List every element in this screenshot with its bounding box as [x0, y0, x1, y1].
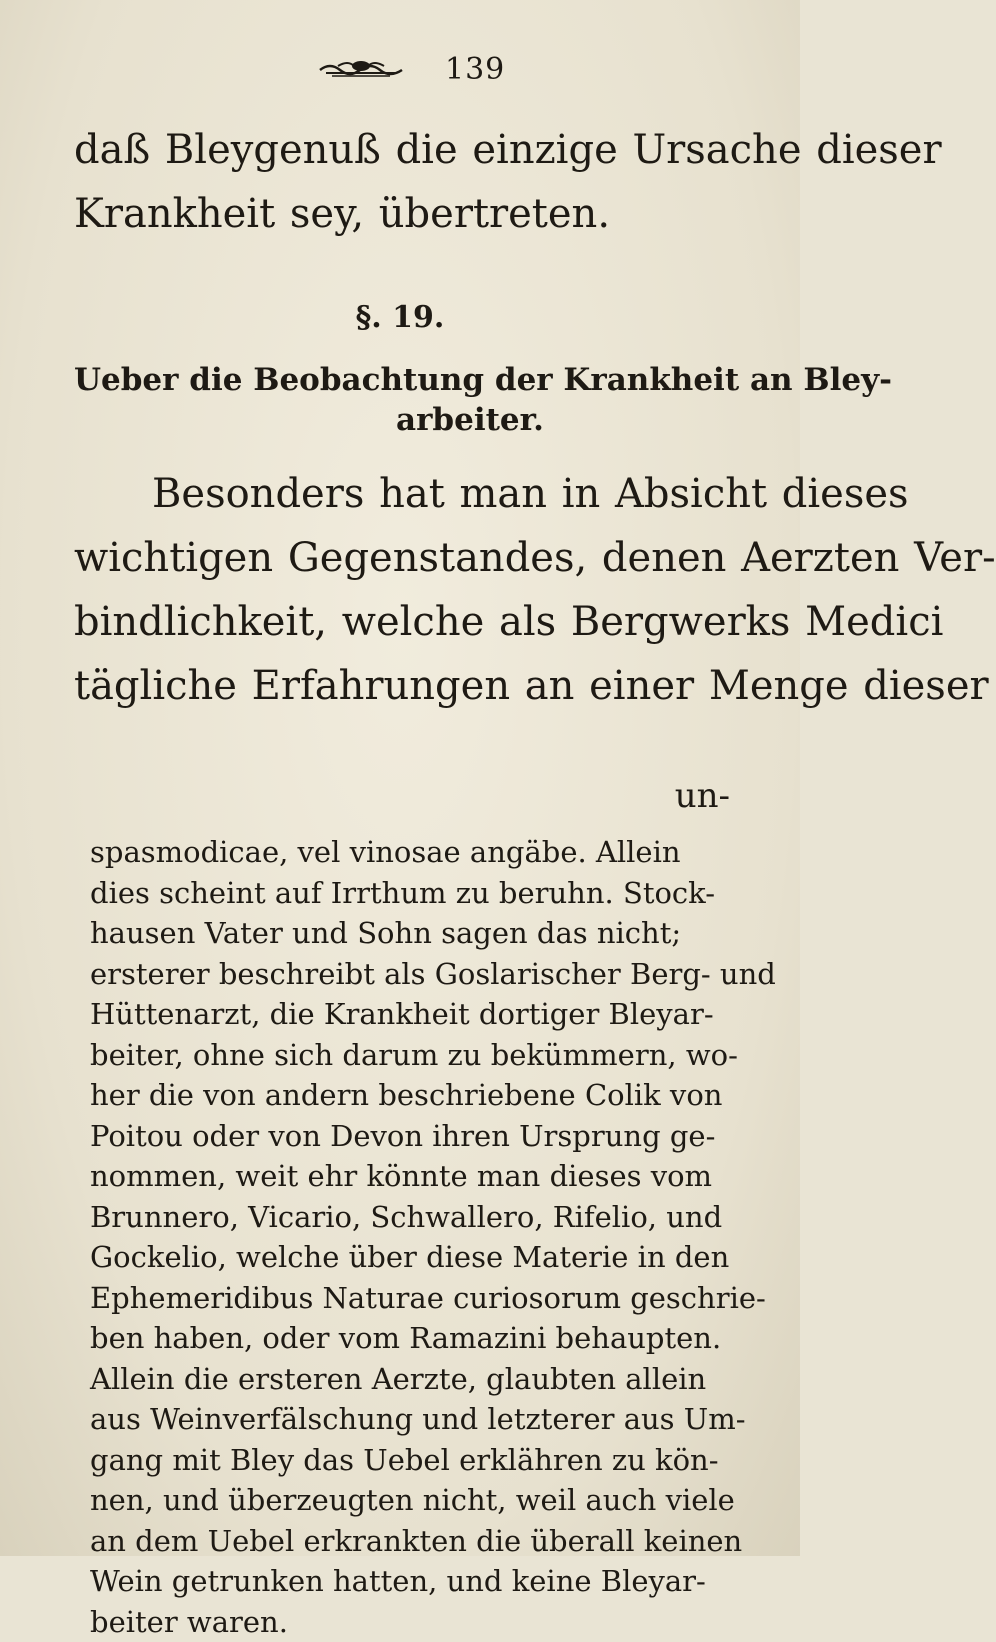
- footnote: [90, 832, 730, 1642]
- footnote-line: dies scheint auf Irrthum zu beruhn. Stock-: [90, 873, 730, 914]
- text-line: tägliche Erfahrungen an einer Menge dieser: [74, 654, 734, 718]
- catchword: un-: [0, 776, 730, 816]
- text-line: Besonders hat man in Absicht dieses: [74, 462, 734, 526]
- footnote-line: aus Weinverfälschung und letzterer aus Um-: [90, 1399, 730, 1440]
- footnote-line: ersterer beschreibt als Goslarischer Berg- und: [90, 954, 730, 995]
- footnote-line: her die von andern beschriebene Colik von: [90, 1075, 730, 1116]
- paragraph: [74, 462, 734, 718]
- footnote-line: nommen, weit ehr könnte man dieses vom: [90, 1156, 730, 1197]
- footnote-line: nen, und überzeugten nicht, weil auch viele: [90, 1480, 730, 1521]
- footnote-line: Hüttenarzt, die Krankheit dortiger Bleyar-: [90, 994, 730, 1035]
- footnote-line: Gockelio, welche über diese Materie in den: [90, 1237, 730, 1278]
- footnote-line: beiter, ohne sich darum zu bekümmern, wo-: [90, 1035, 730, 1076]
- footnote-line: Brunnero, Vicario, Schwallero, Rifelio, und: [90, 1197, 730, 1238]
- text-line: Krankheit sey, übertreten.: [74, 182, 734, 246]
- page-number: 139: [445, 52, 505, 87]
- footnote-line: ben haben, oder vom Ramazini behaupten.: [90, 1318, 730, 1359]
- footnote-line: Ephemeridibus Naturae curiosorum geschrie-: [90, 1278, 730, 1319]
- footnote-line: Allein die ersteren Aerzte, glaubten allein: [90, 1359, 730, 1400]
- footnote-line: Poitou oder von Devon ihren Ursprung ge-: [90, 1116, 730, 1157]
- footnote-line: gang mit Bley das Uebel erklähren zu kön-: [90, 1440, 730, 1481]
- page-header: [0, 52, 800, 92]
- text-line: wichtigen Gegenstandes, denen Aerzten Ver-: [74, 526, 734, 590]
- text-line: daß Bleygenuß die einzige Ursache dieser: [74, 118, 734, 182]
- footnote-line: spasmodicae, vel vinosae angäbe. Allein: [90, 832, 730, 873]
- section-title-line: arbeiter.: [74, 400, 734, 440]
- section-title: [74, 360, 734, 440]
- section-number: §. 19.: [0, 300, 800, 335]
- footnote-line: hausen Vater und Sohn sagen das nicht;: [90, 913, 730, 954]
- printer-ornament-icon: [318, 58, 404, 80]
- footnote-line: an dem Uebel erkrankten die überall keinen: [90, 1521, 730, 1562]
- footnote-line: beiter waren.: [90, 1602, 730, 1642]
- section-title-line: Ueber die Beobachtung der Krankheit an Bley-: [74, 360, 734, 400]
- footnote-line: Wein getrunken hatten, und keine Bleyar-: [90, 1561, 730, 1602]
- main-text-top: [74, 118, 734, 246]
- text-line: bindlichkeit, welche als Bergwerks Medici: [74, 590, 734, 654]
